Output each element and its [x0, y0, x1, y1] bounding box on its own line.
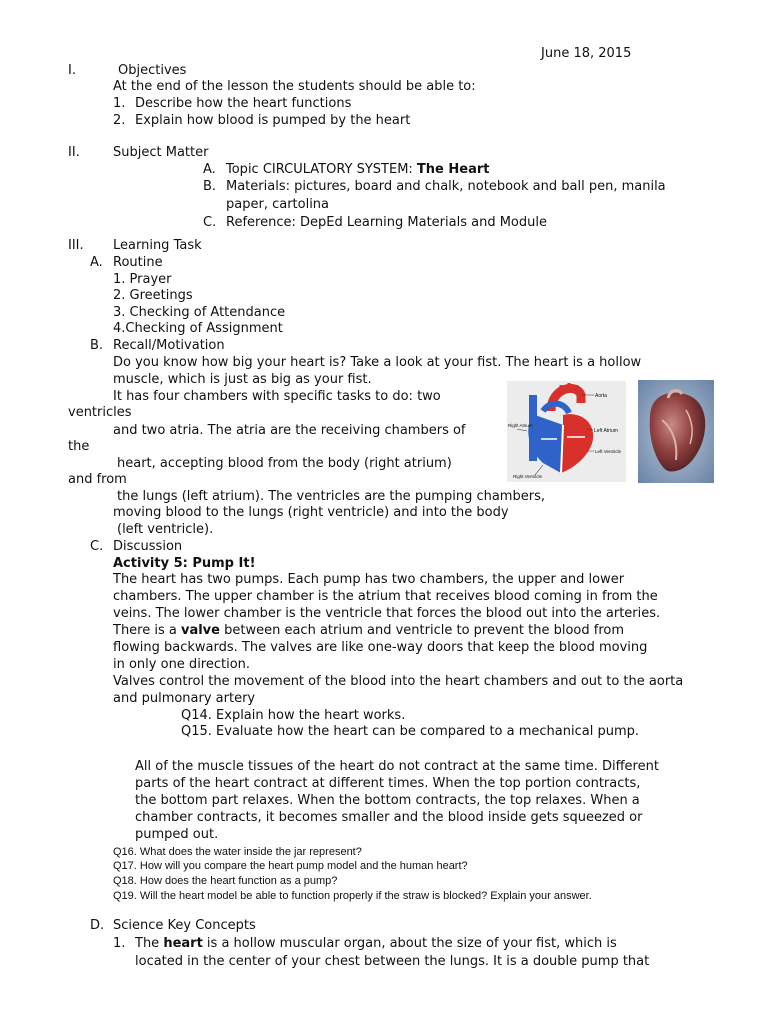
objective-text: Explain how blood is pumped by the heart: [135, 113, 411, 128]
diagram-label-right-ventricle: Right Ventricle: [513, 474, 543, 479]
section-numeral-subject: II.: [68, 145, 80, 160]
valve-prefix: There is a: [113, 623, 181, 638]
routine-item: 4.Checking of Assignment: [113, 321, 283, 336]
diagram-label-left-ventricle: Left Ventricle: [595, 449, 622, 454]
small-question: Q19. Will the heart model be able to function properly if the straw is blocked? Explain your answer.: [113, 890, 592, 902]
list-letter: C.: [203, 215, 217, 230]
recall-line: the lungs (left atrium). The ventricles are the pumping chambers,: [117, 489, 545, 504]
activity-title: Activity 5: Pump It!: [113, 556, 256, 571]
recall-line: and from: [68, 472, 127, 487]
section-heading-objectives: Objectives: [118, 63, 187, 78]
recall-line: (left ventricle).: [117, 522, 214, 537]
heart-photo-image: [638, 380, 714, 483]
section-heading-task: Learning Task: [113, 238, 202, 253]
discussion-line: in only one direction.: [113, 657, 251, 672]
recall-line: moving blood to the lungs (right ventricle) and into the body: [113, 505, 509, 520]
discussion-line: The heart has two pumps. Each pump has two chambers, the upper and lower: [113, 572, 625, 587]
section-numeral-objectives: I.: [68, 63, 76, 78]
subsection-heading: Recall/Motivation: [113, 338, 225, 353]
topic-line: [226, 162, 489, 178]
discussion-line: chamber contracts, it becomes smaller and the blood inside gets squeezed or: [135, 810, 643, 825]
discussion-line: pumped out.: [135, 827, 219, 842]
concept-line: located in the center of your chest between the lungs. It is a double pump that: [135, 954, 650, 969]
list-letter: A.: [203, 162, 216, 177]
concept-line: [135, 936, 617, 952]
discussion-line: veins. The lower chamber is the ventricle that forces the blood out into the arteries.: [113, 606, 661, 621]
topic-prefix: Topic CIRCULATORY SYSTEM:: [226, 162, 417, 177]
discussion-line: and pulmonary artery: [113, 691, 256, 706]
concept-prefix: The: [135, 936, 164, 951]
recall-line: heart, accepting blood from the body (right atrium): [117, 456, 452, 471]
routine-item: 1. Prayer: [113, 272, 172, 287]
discussion-line: chambers. The upper chamber is the atrium that receives blood coming in from the: [113, 589, 658, 604]
small-question: Q18. How does the heart function as a pump?: [113, 875, 338, 887]
materials-line: paper, cartolina: [226, 197, 330, 212]
heart-photo-svg: [638, 380, 714, 483]
list-letter: B.: [203, 179, 217, 194]
discussion-line: Valves control the movement of the blood into the heart chambers and out to the aorta: [113, 674, 684, 689]
objective-number: 2.: [113, 113, 126, 128]
section-numeral-task: III.: [68, 238, 84, 253]
materials-line: Materials: pictures, board and chalk, notebook and ball pen, manila: [226, 179, 666, 194]
heart-diagram-image: [507, 381, 626, 482]
list-letter: A.: [90, 255, 103, 270]
objective-number: 1.: [113, 96, 126, 111]
reference-line: Reference: DepEd Learning Materials and Module: [226, 215, 547, 230]
small-question: Q17. How will you compare the heart pump model and the human heart?: [113, 860, 468, 872]
question-line: Q15. Evaluate how the heart can be compared to a mechanical pump.: [181, 724, 639, 739]
objectives-intro: At the end of the lesson the students should be able to:: [113, 79, 476, 94]
subsection-heading: Science Key Concepts: [113, 918, 256, 933]
discussion-line: flowing backwards. The valves are like one-way doors that keep the blood moving: [113, 640, 648, 655]
recall-line: and two atria. The atria are the receiving chambers of: [113, 423, 466, 438]
document-date: June 18, 2015: [541, 46, 632, 61]
diagram-label-aorta: Aorta: [595, 393, 607, 399]
small-question: Q16. What does the water inside the jar represent?: [113, 846, 362, 858]
list-letter: C.: [90, 539, 104, 554]
recall-line: It has four chambers with specific tasks to do: two: [113, 389, 441, 404]
concept-number: 1.: [113, 936, 126, 951]
valve-line: [113, 623, 624, 639]
recall-line: ventricles: [68, 405, 132, 420]
valve-suffix: between each atrium and ventricle to prevent the blood from: [219, 623, 624, 638]
section-heading-subject: Subject Matter: [113, 145, 209, 160]
topic-title: The Heart: [416, 162, 490, 177]
question-line: Q14. Explain how the heart works.: [181, 708, 406, 723]
discussion-line: parts of the heart contract at different times. When the top portion contracts,: [135, 776, 641, 791]
recall-line: the: [68, 439, 90, 454]
heart-diagram-svg: [507, 381, 626, 482]
diagram-label-left-atrium: Left Atrium: [594, 428, 618, 434]
diagram-label-right-atrium: Right Atrium: [508, 423, 533, 428]
discussion-line: the bottom part relaxes. When the bottom contracts, the top relaxes. When a: [135, 793, 640, 808]
recall-line: muscle, which is just as big as your fist.: [113, 372, 372, 387]
list-letter: B.: [90, 338, 104, 353]
subsection-heading: Discussion: [113, 539, 183, 554]
concept-term: heart: [163, 936, 203, 951]
valve-term: valve: [180, 623, 220, 638]
recall-line: Do you know how big your heart is? Take a look at your fist. The heart is a hollow: [113, 355, 642, 370]
concept-suffix: is a hollow muscular organ, about the size of your fist, which is: [202, 936, 617, 951]
list-letter: D.: [90, 918, 105, 933]
subsection-heading: Routine: [113, 255, 163, 270]
routine-item: 3. Checking of Attendance: [113, 305, 286, 320]
objective-text: Describe how the heart functions: [135, 96, 352, 111]
discussion-line: All of the muscle tissues of the heart do not contract at the same time. Different: [135, 759, 659, 774]
routine-item: 2. Greetings: [113, 288, 193, 303]
